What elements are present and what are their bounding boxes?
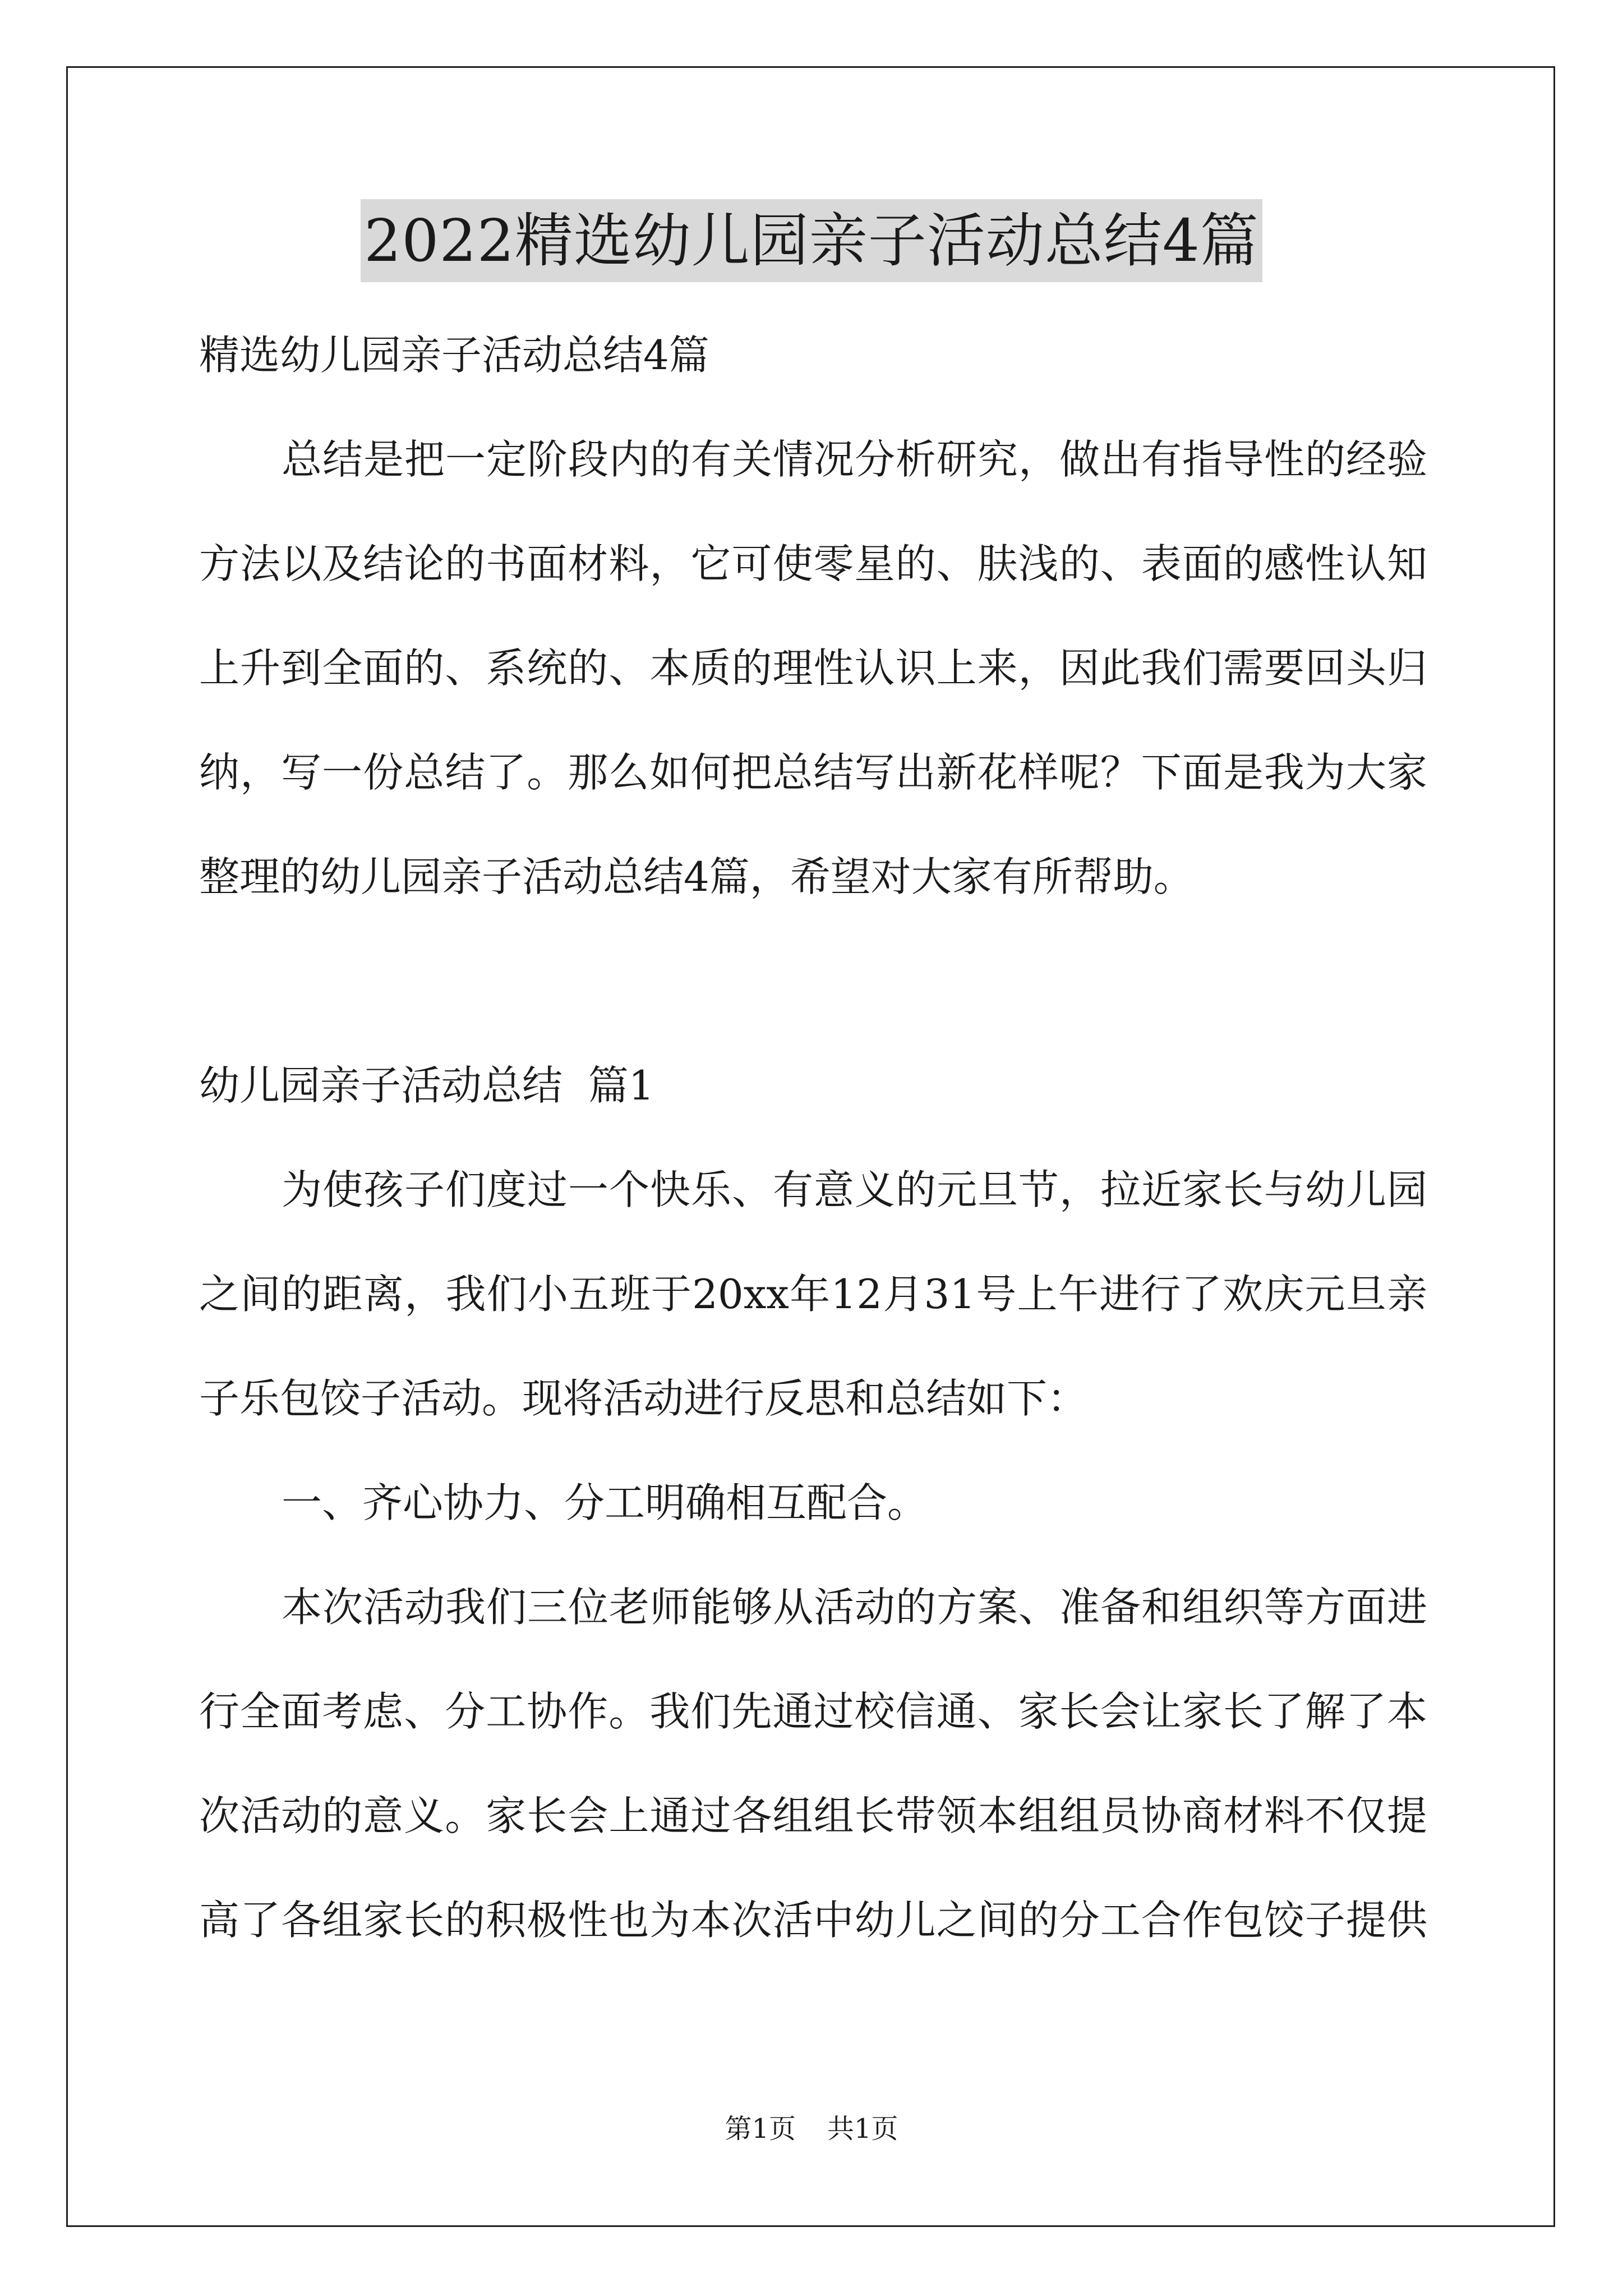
paragraph-line: 高了各组家长的积极性也为本次活中幼儿之间的分工合作包饺子提供: [199, 1897, 1427, 1944]
document-subtitle: 精选幼儿园亲子活动总结4篇: [199, 332, 709, 379]
point-heading: 一、齐心协力、分工明确相互配合。: [282, 1479, 928, 1526]
paragraph-line: 次活动的意义。家长会上通过各组组长带领本组组员协商材料不仅提: [199, 1792, 1427, 1839]
paragraph-line: 行全面考虑、分工协作。我们先通过校信通、家长会让家长了解了本: [199, 1688, 1427, 1735]
page-number: 第1页: [725, 2113, 796, 2145]
intro-line: 纳，写一份总结了。那么如何把总结写出新花样呢？下面是我为大家: [199, 749, 1427, 796]
paragraph-line: 本次活动我们三位老师能够从活动的方案、准备和组织等方面进: [282, 1584, 1427, 1631]
page-total: 共1页: [827, 2113, 898, 2145]
intro-line: 整理的幼儿园亲子活动总结4篇，希望对大家有所帮助。: [199, 853, 1194, 900]
paragraph-line: 为使孩子们度过一个快乐、有意义的元旦节，拉近家长与幼儿园: [282, 1166, 1427, 1213]
paragraph-line: 之间的距离，我们小五班于20xx年12月31号上午进行了欢庆元旦亲: [199, 1271, 1427, 1318]
intro-line: 上升到全面的、系统的、本质的理性认识上来，因此我们需要回头归: [199, 645, 1427, 692]
page-footer: [0, 2112, 1623, 2146]
intro-line: 总结是把一定阶段内的有关情况分析研究，做出有指导性的经验: [282, 436, 1427, 483]
section-heading: 幼儿园亲子活动总结 篇1: [199, 1062, 654, 1109]
document-title: 2022精选幼儿园亲子活动总结4篇: [361, 199, 1262, 282]
document-body: [199, 303, 1427, 1972]
intro-line: 方法以及结论的书面材料，它可使零星的、肤浅的、表面的感性认知: [199, 540, 1427, 587]
paragraph-gap: [199, 929, 1427, 1033]
paragraph-line: 子乐包饺子活动。现将活动进行反思和总结如下：: [199, 1375, 1088, 1422]
title-block: [0, 199, 1623, 282]
